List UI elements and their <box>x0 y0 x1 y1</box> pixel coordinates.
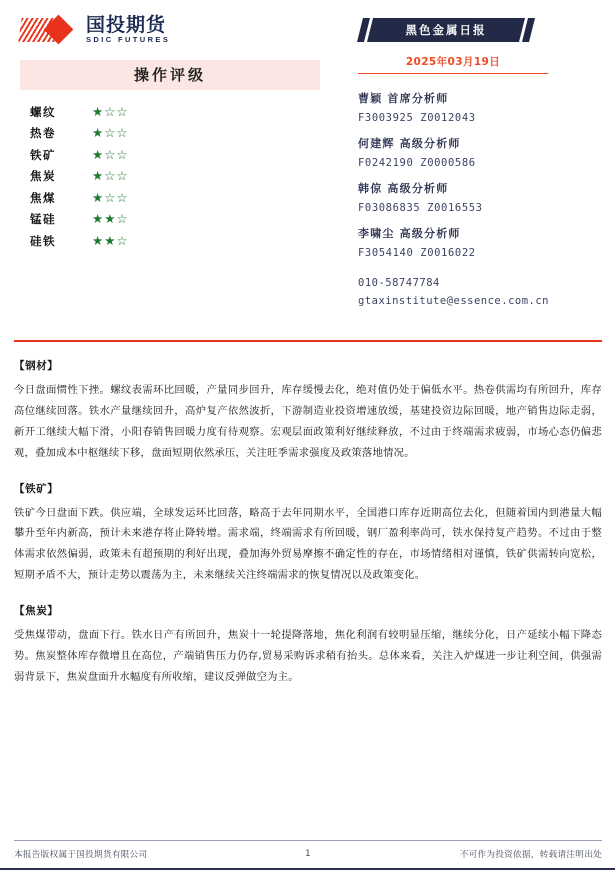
contact-block <box>358 277 599 307</box>
rating-stars: ★★☆ <box>92 211 129 226</box>
rating-stars: ★☆☆ <box>92 146 129 162</box>
section-body: 铁矿今日盘面下跌。供应端，全球发运环比回落，略高于去年同期水平，全国港口库存近期高位去化，但随着国内到港量大幅攀升至年内新高，预计未来港存将止降转增。需求端，终端需求有所回暖，钢厂盈利率尚可，铁水保持复产趋势。不过由于整体需求依然偏弱，政策未有超预期的利好出现，叠加海外贸易摩擦不确定性的存在，市场情绪相对谨慎，铁矿供需转向宽松，短期矛盾不大，预计走势以震荡为主，未来继续关注终端需求的恢复情况以及政策变化。 <box>14 506 602 582</box>
rating-row <box>20 123 320 145</box>
document-header <box>0 0 615 318</box>
rating-commodity-name: 热卷 <box>30 126 56 141</box>
footer-copyright: 本报告版权属于国投期货有限公司 <box>14 850 148 860</box>
rating-stars: ★☆☆ <box>92 168 129 183</box>
document-footer <box>14 840 602 860</box>
section-body: 今日盘面惯性下挫。螺纹表需环比回暖，产量同步回升，库存缓慢去化，绝对值仍处于偏低水平。热卷供需均有所回升，库存高位继续回落。铁水产量继续回升，高炉复产依然波折，下游制造业投资增速放缓，基建投资边际回暖，地产销售边际走弱，新开工继续大幅下滑，小阳春销售回暖力度有待观察。宏观层面政策利好继续释放，不过由于终端需求疲弱，市场心态仍偏悲观，叠加成本中枢继续下移，盘面短期依然承压，关注旺季需求强度及政策落地情况。 <box>14 384 602 459</box>
header-left-column <box>0 0 330 318</box>
rating-row <box>20 101 320 123</box>
analyst-license-codes: F03086835 Z0016553 <box>358 202 483 214</box>
rating-row <box>20 166 320 188</box>
rating-stars: ★☆☆ <box>92 125 129 140</box>
rating-commodity-name: 焦煤 <box>30 190 56 205</box>
report-body <box>14 358 602 705</box>
footer-disclaimer: 不可作为投资依据，转载请注明出处 <box>459 850 602 860</box>
section-title: 【钢材】 <box>14 360 59 372</box>
analyst-name-title: 李啸尘 高级分析师 <box>358 227 461 240</box>
report-title: 黑色金属日报 <box>405 23 487 37</box>
logo-company-name-cn: 国投期货 <box>86 14 167 37</box>
rating-table <box>20 101 320 252</box>
rating-stars: ★☆☆ <box>92 103 129 119</box>
section-title: 【铁矿】 <box>14 482 59 495</box>
rating-stars: ★☆☆ <box>92 189 129 205</box>
analyst-name-title: 韩倞 高级分析师 <box>358 182 449 195</box>
section-title: 【焦炭】 <box>14 605 59 618</box>
contact-phone[interactable]: 010-58747784 <box>358 277 440 289</box>
rating-stars: ★★☆ <box>92 232 129 248</box>
rating-row <box>20 144 320 166</box>
section-iron-ore <box>14 481 602 587</box>
analyst-list <box>358 90 599 259</box>
rating-row <box>20 187 320 209</box>
header-right-column <box>330 0 615 318</box>
logo-company-name-en: SDIC FUTURES <box>86 35 171 45</box>
rating-commodity-name: 硅铁 <box>30 233 56 248</box>
rating-commodity-name: 螺纹 <box>30 104 56 119</box>
report-title-banner <box>358 18 558 42</box>
rating-commodity-name: 铁矿 <box>30 147 56 162</box>
section-steel <box>14 358 602 464</box>
rating-row <box>20 209 320 231</box>
header-divider <box>14 340 602 342</box>
rating-commodity-name: 锰硅 <box>30 212 56 227</box>
section-coke <box>14 603 602 688</box>
rating-panel-title: 操作评级 <box>20 60 320 90</box>
logo-text-block <box>86 16 170 44</box>
company-logo <box>20 14 330 46</box>
analyst-license-codes: F3054140 Z0016022 <box>358 247 476 259</box>
footer-page-number: 1 <box>305 849 311 859</box>
analyst-name-title: 何建辉 高级分析师 <box>358 137 461 150</box>
analyst-name-title: 曹颖 首席分析师 <box>358 92 449 105</box>
analyst-license-codes: F0242190 Z0000586 <box>358 157 476 169</box>
sdic-diamond-icon <box>20 16 82 44</box>
analyst-license-codes: F3003925 Z0012043 <box>358 112 476 124</box>
section-body: 受焦煤带动，盘面下行。铁水日产有所回升，焦炭十一轮提降落地，焦化利润有较明显压缩，继续分化，日产延续小幅下降态势。焦炭整体库存微增且在高位，产端销售压力仍存,贸易采购诉求稍有抬头。总体来看，关注入炉煤进一步让利空间，供强需弱背景下，焦炭盘面升水幅度有所收缩，建议反弹做空为主。 <box>14 629 602 683</box>
rating-commodity-name: 焦炭 <box>30 169 56 184</box>
report-date: 2025年03月19日 <box>358 54 548 74</box>
contact-email[interactable]: gtaxinstitute@essence.com.cn <box>358 295 550 307</box>
rating-row <box>20 230 320 252</box>
